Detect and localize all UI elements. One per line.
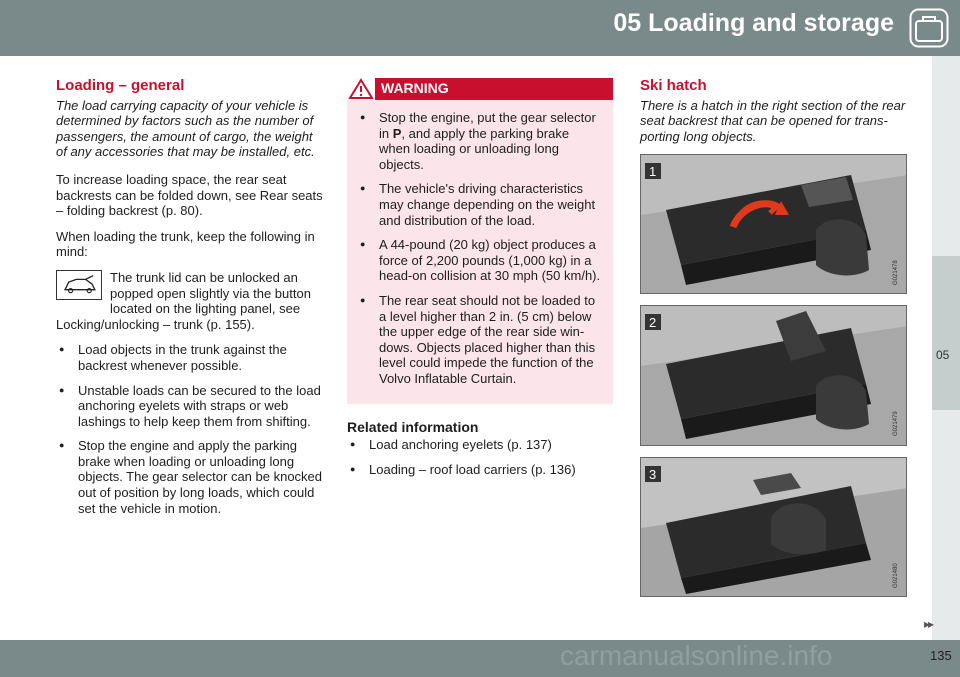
ski-hatch-figure-2 bbox=[640, 305, 907, 446]
figure-code: G021480 bbox=[893, 563, 899, 588]
figure-code: G021478 bbox=[893, 260, 899, 285]
trunk-lid-note bbox=[56, 270, 324, 317]
related-info-title: Related information bbox=[347, 418, 479, 435]
chapter-tab-label: 05 bbox=[936, 348, 950, 362]
bullet-item: ● A 44-pound (20 kg) object produces a force of 2,200 pounds (1,000 kg) in a head-on collision at 30 mph (50 km/h). bbox=[357, 237, 603, 284]
paragraph-continued: Locking/unlocking – trunk (p. 155). bbox=[56, 316, 255, 332]
car-trunk-icon bbox=[56, 270, 102, 300]
warning-triangle-icon bbox=[347, 78, 375, 100]
section-heading: Loading – general bbox=[56, 77, 185, 94]
intro-text: The load carrying capacity of your vehicle is determined by factors such as the number of passengers, the amount of cargo, the weight of any accessories that may be installed, etc. bbox=[56, 97, 315, 160]
bullet-item: ● Unstable loads can be secured to the load anchoring eyelets with straps or web lashings to help keep them from shifting. bbox=[56, 383, 324, 430]
warning-body bbox=[347, 100, 613, 387]
figure-code: G021479 bbox=[893, 411, 899, 436]
figure-number: 1 bbox=[649, 164, 657, 179]
suitcase-icon bbox=[909, 8, 949, 48]
related-link[interactable]: ● Load anchoring eyelets (p. 137) bbox=[347, 437, 613, 453]
section-heading: Ski hatch bbox=[640, 77, 707, 94]
bullet-item: ● Load objects in the trunk against the backrest whenever possible. bbox=[56, 342, 324, 373]
bullet-text: , and apply the parking brake when loading or unloading long objects. bbox=[379, 125, 570, 172]
watermark: carmanualsonline.info bbox=[560, 640, 833, 671]
bullet-item: ● The vehicle's driving characteristics may change depending on the weight and distribution of the load. bbox=[357, 181, 603, 228]
figure-number: 3 bbox=[649, 467, 657, 482]
intro-text: There is a hatch in the right section of the rear seat backrest that can be opened for trans-porting long objects. bbox=[640, 97, 906, 144]
bullet-item: ● Stop the engine and apply the parking brake when loading or unloading long objects. The gear selector can be knocked out of position by long loads, which could set the vehicle in motion. bbox=[56, 438, 324, 516]
paragraph: When loading the trunk, keep the following in mind: bbox=[56, 228, 315, 260]
warning-title: WARNING bbox=[381, 80, 449, 96]
bullet-text: Stop the engine, put the gear selector in bbox=[379, 110, 596, 141]
page-header bbox=[0, 0, 960, 56]
figure-number: 2 bbox=[649, 315, 657, 330]
related-link[interactable]: ● Loading – roof load carriers (p. 136) bbox=[347, 462, 613, 478]
bullet-item: ● The rear seat should not be loaded to a level higher than 2 in. (5 cm) below the upper edge of the rear side win-dows. Objects placed higher than this level could impede the function of the Volvo Inflatable Curtain. bbox=[357, 293, 603, 387]
gear-position: P bbox=[392, 125, 402, 141]
loading-general-section bbox=[56, 78, 324, 525]
ski-hatch-figure-3 bbox=[640, 457, 907, 597]
trunk-lid-text: The trunk lid can be unlocked an popped open slightly via the button located on the lighting panel, see bbox=[110, 269, 311, 317]
warning-icon-box bbox=[347, 78, 375, 100]
bullet-item bbox=[357, 110, 603, 172]
ski-hatch-section bbox=[640, 78, 908, 156]
warning-box bbox=[347, 78, 613, 404]
warning-header bbox=[347, 78, 613, 100]
next-page-arrows[interactable]: ▸▸ bbox=[924, 617, 933, 631]
page-number: 135 bbox=[930, 648, 952, 663]
chapter-title: 05 Loading and storage bbox=[613, 9, 894, 37]
chapter-tab[interactable] bbox=[932, 256, 960, 410]
warning-column bbox=[347, 78, 613, 486]
paragraph: To increase loading space, the rear seat backrests can be folded down, see Rear seats – folding backrest (p. 80). bbox=[56, 171, 323, 219]
ski-hatch-figure-1 bbox=[640, 154, 907, 294]
